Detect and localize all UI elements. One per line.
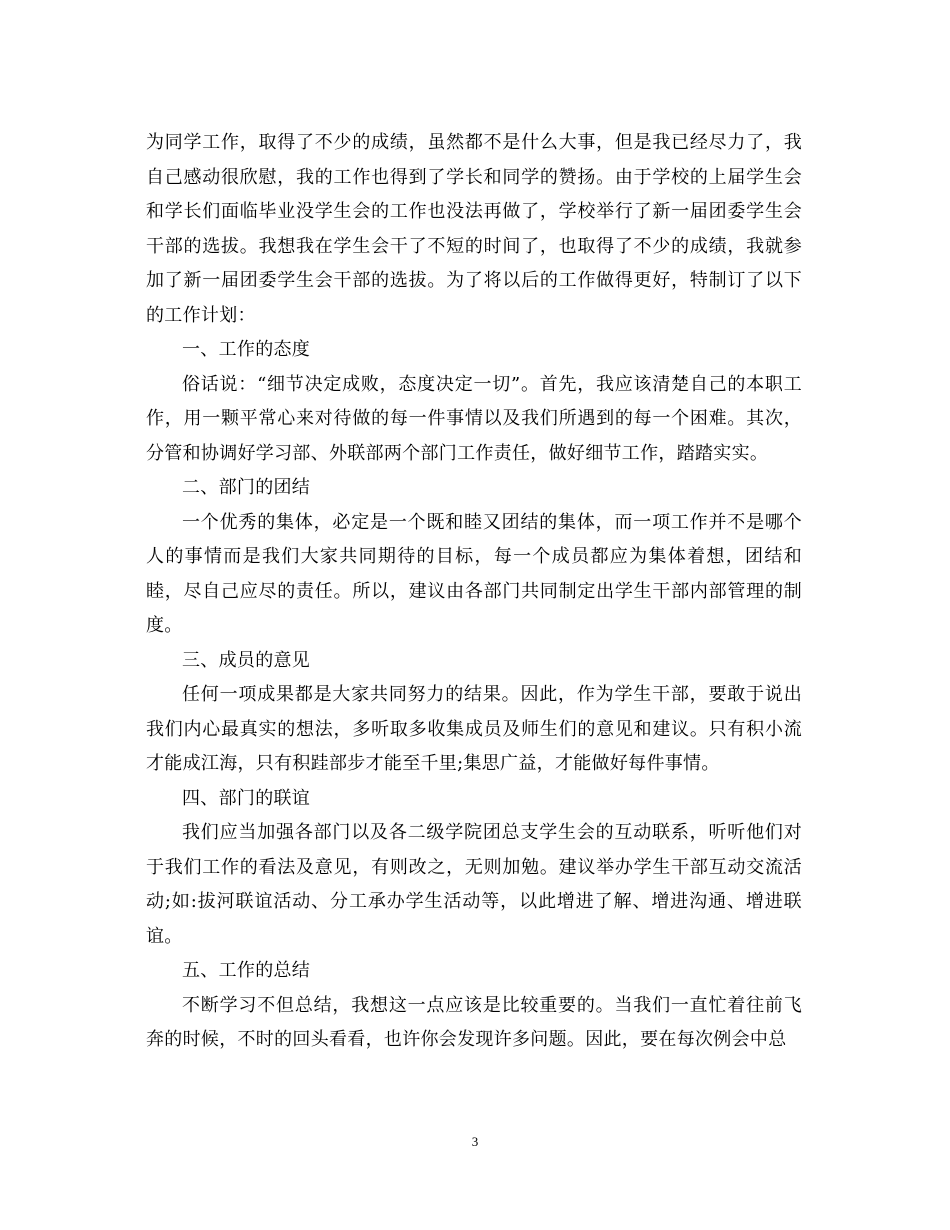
heading-member-opinions: 三、成员的意见 bbox=[182, 649, 311, 671]
document-body bbox=[146, 126, 802, 1058]
paragraph-work-attitude: 俗话说：“细节决定成败，态度决定一切”。首先，我应该清楚自己的本职工作，用一颗平常心来对待做的每一件事情以及我们所遇到的每一个困难。其次，分管和协调好学习部、外联部两个部门工作责任，做好细节工作，踏踏实实。 bbox=[146, 373, 802, 464]
heading-work-summary: 五、工作的总结 bbox=[182, 960, 311, 981]
heading-department-liaison: 四、部门的联谊 bbox=[182, 787, 311, 809]
heading-work-attitude: 一、工作的态度 bbox=[182, 339, 311, 360]
page-number: 3 bbox=[471, 1134, 479, 1149]
paragraph-department-unity: 一个优秀的集体，必定是一个既和睦又团结的集体，而一项工作并不是哪个人的事情而是我们大家共同期待的目标，每一个成员都应为集体着想，团结和睦，尽自己应尽的责任。所以，建议由各部门共同制定出学生干部内部管理的制度。 bbox=[146, 511, 802, 636]
heading-department-unity: 二、部门的团结 bbox=[182, 477, 311, 498]
paragraph-intro: 为同学工作，取得了不少的成绩，虽然都不是什么大事，但是我已经尽力了，我自己感动很欣慰，我的工作也得到了学长和同学的赞扬。由于学校的上届学生会和学长们面临毕业没学生会的工作也没法再做了，学校举行了新一届团委学生会干部的选拔。我想我在学生会干了不短的时间了，也取得了不少的成绩，我就参加了新一届团委学生会干部的选拔。为了将以后的工作做得更好，特制订了以下的工作计划： bbox=[146, 132, 802, 326]
paragraph-work-summary: 不断学习不但总结，我想这一点应该是比较重要的。当我们一直忙着往前飞奔的时候，不时的回头看看，也许你会发现许多问题。因此，要在每次例会中总 bbox=[146, 994, 802, 1050]
paragraph-department-liaison: 我们应当加强各部门以及各二级学院团总支学生会的互动联系，听听他们对于我们工作的看法及意见，有则改之，无则加勉。建议举办学生干部互动交流活动;如:拔河联谊活动、分工承办学生活动等，以此增进了解、增进沟通、增进联谊。 bbox=[146, 822, 802, 947]
paragraph-member-opinions: 任何一项成果都是大家共同努力的结果。因此，作为学生干部，要敢于说出我们内心最真实的想法，多听取多收集成员及师生们的意见和建议。只有积小流才能成江海，只有积跬部步才能至千里;集思广益，才能做好每件事情。 bbox=[146, 684, 802, 774]
